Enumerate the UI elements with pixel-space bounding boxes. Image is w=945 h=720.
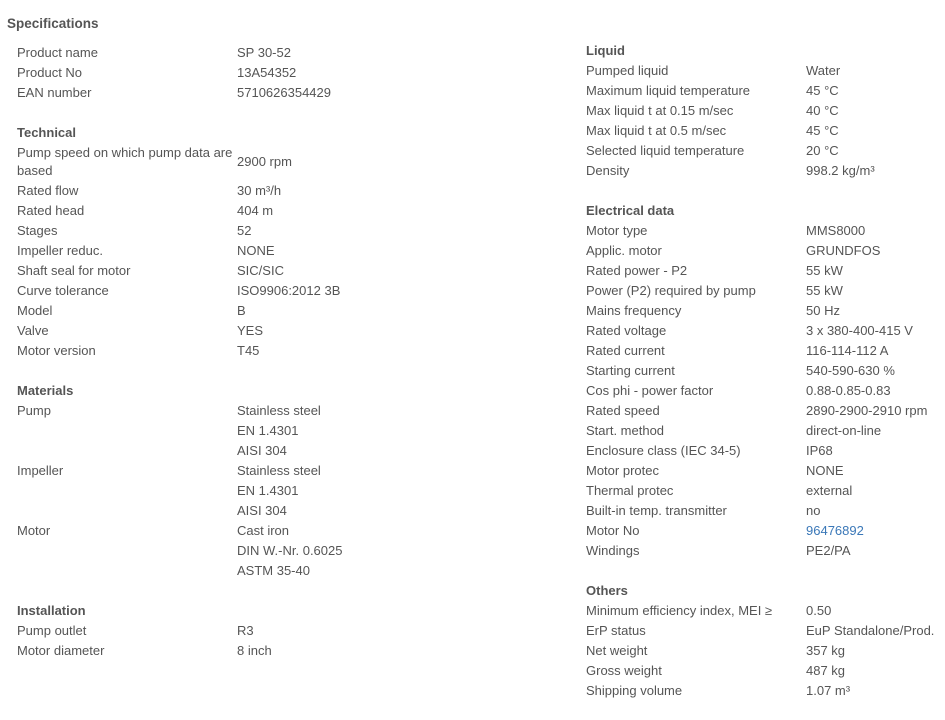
- spec-value: 116-114-112 A: [806, 343, 889, 358]
- spec-row-pumped-liquid: [586, 61, 875, 81]
- spec-label: Maximum liquid temperature: [586, 83, 751, 98]
- spec-row-density: [586, 161, 875, 181]
- spec-label: Mains frequency: [586, 303, 682, 318]
- spec-label: Shaft seal for motor: [17, 263, 131, 278]
- spec-value: EN 1.4301: [237, 423, 299, 438]
- spec-value: 3 x 380-400-415 V: [806, 323, 913, 338]
- spec-row-valve: [17, 321, 340, 341]
- spec-value: 998.2 kg/m³: [806, 163, 875, 178]
- spec-label: Model: [17, 303, 53, 318]
- spec-label: Impeller reduc.: [17, 243, 103, 258]
- spec-value: external: [806, 483, 853, 498]
- spec-label: Built-in temp. transmitter: [586, 503, 727, 518]
- spec-row-rated-flow: [17, 181, 340, 201]
- section-title-technical: Technical: [17, 125, 77, 140]
- spec-label: Rated current: [586, 343, 665, 358]
- spec-label: Enclosure class (IEC 34-5): [586, 443, 741, 458]
- spec-row-start-method: [586, 421, 927, 441]
- spec-label: Impeller: [17, 463, 64, 478]
- spec-label: Selected liquid temperature: [586, 143, 745, 158]
- spec-label: ErP status: [586, 623, 646, 638]
- spec-value: B: [237, 303, 246, 318]
- spec-value: DIN W.-Nr. 0.6025: [237, 543, 343, 558]
- spec-value: 30 m³/h: [237, 183, 282, 198]
- spec-row-cos-phi: [586, 381, 927, 401]
- spec-value: YES: [237, 323, 264, 338]
- spec-value: NONE: [237, 243, 275, 258]
- spec-row-windings: [586, 541, 927, 561]
- spec-row-max-liquid-temp: [586, 81, 875, 101]
- spec-value: 0.88-0.85-0.83: [806, 383, 891, 398]
- spec-label: Pump: [17, 403, 51, 418]
- spec-label: Product No: [17, 65, 83, 80]
- spec-label: Rated head: [17, 203, 85, 218]
- spec-label: Motor diameter: [17, 643, 105, 658]
- spec-value: Water: [806, 63, 841, 78]
- spec-label: Density: [586, 163, 630, 178]
- spec-value: SIC/SIC: [237, 263, 284, 278]
- page-title: Specifications: [7, 16, 99, 31]
- spec-value: 50 Hz: [806, 303, 840, 318]
- spec-value: MMS8000: [806, 223, 866, 238]
- spec-label: Motor type: [586, 223, 648, 238]
- spec-row-product-name: [17, 43, 331, 63]
- spec-value: 55 kW: [806, 263, 843, 278]
- spec-row-stages: [17, 221, 340, 241]
- spec-label: Motor protec: [586, 463, 659, 478]
- spec-value: EN 1.4301: [237, 483, 299, 498]
- spec-value: 52: [237, 223, 252, 238]
- spec-row-motor-version: [17, 341, 340, 361]
- spec-value: EuP Standalone/Prod.: [806, 623, 935, 638]
- spec-row-mains-frequency: [586, 301, 927, 321]
- others-section: [586, 581, 934, 701]
- spec-label: Shipping volume: [586, 683, 683, 698]
- spec-label: Pumped liquid: [586, 63, 669, 78]
- spec-value: NONE: [806, 463, 844, 478]
- spec-row-shipping-volume: [586, 681, 934, 701]
- spec-value: 55 kW: [806, 283, 843, 298]
- spec-value: 45 °C: [806, 83, 839, 98]
- spec-value: R3: [237, 623, 254, 638]
- spec-row-pump-outlet: [17, 621, 272, 641]
- spec-value: ISO9906:2012 3B: [237, 283, 341, 298]
- spec-row-erp-status: [586, 621, 934, 641]
- spec-value: AISI 304: [237, 443, 287, 458]
- motor-no-link[interactable]: 96476892: [806, 523, 864, 538]
- spec-label: Gross weight: [586, 663, 662, 678]
- spec-value: 20 °C: [806, 143, 839, 158]
- spec-row-rated-voltage: [586, 321, 927, 341]
- spec-row-model: [17, 301, 340, 321]
- spec-value: PE2/PA: [806, 543, 851, 558]
- spec-row-rated-speed: [586, 401, 927, 421]
- spec-value: 8 inch: [237, 643, 272, 658]
- spec-value: 357 kg: [806, 643, 846, 658]
- spec-row-impeller-reduc: [17, 241, 340, 261]
- section-title-electrical: Electrical data: [586, 203, 675, 218]
- spec-value: 540-590-630 %: [806, 363, 895, 378]
- section-title-liquid: Liquid: [586, 43, 625, 58]
- spec-label: Motor: [17, 523, 51, 538]
- general-section: [17, 43, 331, 103]
- spec-row-product-no: [17, 63, 331, 83]
- spec-value: GRUNDFOS: [806, 243, 881, 258]
- spec-value: 5710626354429: [237, 85, 331, 100]
- spec-label: Windings: [586, 543, 640, 558]
- spec-row-starting-current: [586, 361, 927, 381]
- spec-value: 0.50: [806, 603, 832, 618]
- spec-row-rated-head: [17, 201, 340, 221]
- spec-row-selected-liquid-temp: [586, 141, 875, 161]
- spec-label: EAN number: [17, 85, 92, 100]
- electrical-section: [586, 201, 927, 561]
- spec-label: Applic. motor: [586, 243, 662, 258]
- section-title-materials: Materials: [17, 383, 74, 398]
- spec-row-thermal-protec: [586, 481, 927, 501]
- spec-label: Curve tolerance: [17, 283, 109, 298]
- spec-value-list: [237, 401, 321, 461]
- liquid-section: [586, 41, 875, 181]
- spec-row-motor-diameter: [17, 641, 272, 661]
- spec-label: Valve: [17, 323, 49, 338]
- spec-row-net-weight: [586, 641, 934, 661]
- spec-row-rated-current: [586, 341, 927, 361]
- spec-label: Minimum efficiency index, MEI ≥: [586, 603, 773, 618]
- spec-label: Max liquid t at 0.5 m/sec: [586, 123, 727, 138]
- spec-row-material-motor: [17, 521, 342, 581]
- spec-row-shaft-seal: [17, 261, 340, 281]
- spec-row-max-liquid-t-015: [586, 101, 875, 121]
- spec-label: Power (P2) required by pump: [586, 283, 756, 298]
- section-title-others: Others: [586, 583, 628, 598]
- spec-label: Motor No: [586, 523, 640, 538]
- spec-row-gross-weight: [586, 661, 934, 681]
- spec-value-list: [237, 521, 342, 581]
- spec-row-motor-type: [586, 221, 927, 241]
- spec-row-enclosure-class: [586, 441, 927, 461]
- spec-value: ASTM 35-40: [237, 563, 310, 578]
- spec-row-mei: [586, 601, 934, 621]
- section-title-installation: Installation: [17, 603, 86, 618]
- spec-label: Max liquid t at 0.15 m/sec: [586, 103, 734, 118]
- spec-label: Rated flow: [17, 183, 79, 198]
- spec-value: 487 kg: [806, 663, 846, 678]
- spec-row-power-required: [586, 281, 927, 301]
- spec-label: Pump speed on which pump data are based: [17, 145, 233, 178]
- spec-value-list: [237, 461, 321, 521]
- spec-label: Pump outlet: [17, 623, 87, 638]
- spec-label: Rated voltage: [586, 323, 667, 338]
- spec-label: Start. method: [586, 423, 665, 438]
- spec-value: Cast iron: [237, 523, 290, 538]
- spec-value: T45: [237, 343, 260, 358]
- technical-section: [17, 123, 340, 361]
- spec-row-applic-motor: [586, 241, 927, 261]
- spec-label: Starting current: [586, 363, 675, 378]
- spec-value: 13A54352: [237, 65, 297, 80]
- spec-label: Net weight: [586, 643, 648, 658]
- materials-section: [17, 381, 342, 581]
- spec-row-rated-power: [586, 261, 927, 281]
- spec-row-motor-no: [586, 521, 927, 541]
- spec-row-motor-protec: [586, 461, 927, 481]
- spec-label: Cos phi - power factor: [586, 383, 714, 398]
- spec-label: Rated power - P2: [586, 263, 688, 278]
- spec-value: SP 30-52: [237, 45, 291, 60]
- spec-row-material-pump: [17, 401, 342, 461]
- installation-section: [17, 601, 272, 661]
- spec-row-max-liquid-t-05: [586, 121, 875, 141]
- spec-row-curve-tolerance: [17, 281, 340, 301]
- spec-value: 45 °C: [806, 123, 839, 138]
- spec-value: 40 °C: [806, 103, 839, 118]
- spec-label: Product name: [17, 45, 98, 60]
- spec-value: 1.07 m³: [806, 683, 851, 698]
- spec-value: direct-on-line: [806, 423, 882, 438]
- spec-value: no: [806, 503, 821, 518]
- spec-row-ean: [17, 83, 331, 103]
- spec-label: Stages: [17, 223, 58, 238]
- spec-value: Stainless steel: [237, 403, 321, 418]
- spec-value: 2890-2900-2910 rpm: [806, 403, 928, 418]
- spec-row-builtin-temp: [586, 501, 927, 521]
- spec-value: Stainless steel: [237, 463, 321, 478]
- spec-value: AISI 304: [237, 503, 287, 518]
- spec-value: 404 m: [237, 203, 274, 218]
- spec-row-material-impeller: [17, 461, 342, 521]
- spec-label: Rated speed: [586, 403, 660, 418]
- spec-row-pump-speed: [17, 143, 340, 181]
- spec-value: IP68: [806, 443, 833, 458]
- spec-label: Motor version: [17, 343, 96, 358]
- spec-value: 2900 rpm: [237, 154, 292, 169]
- spec-label: Thermal protec: [586, 483, 674, 498]
